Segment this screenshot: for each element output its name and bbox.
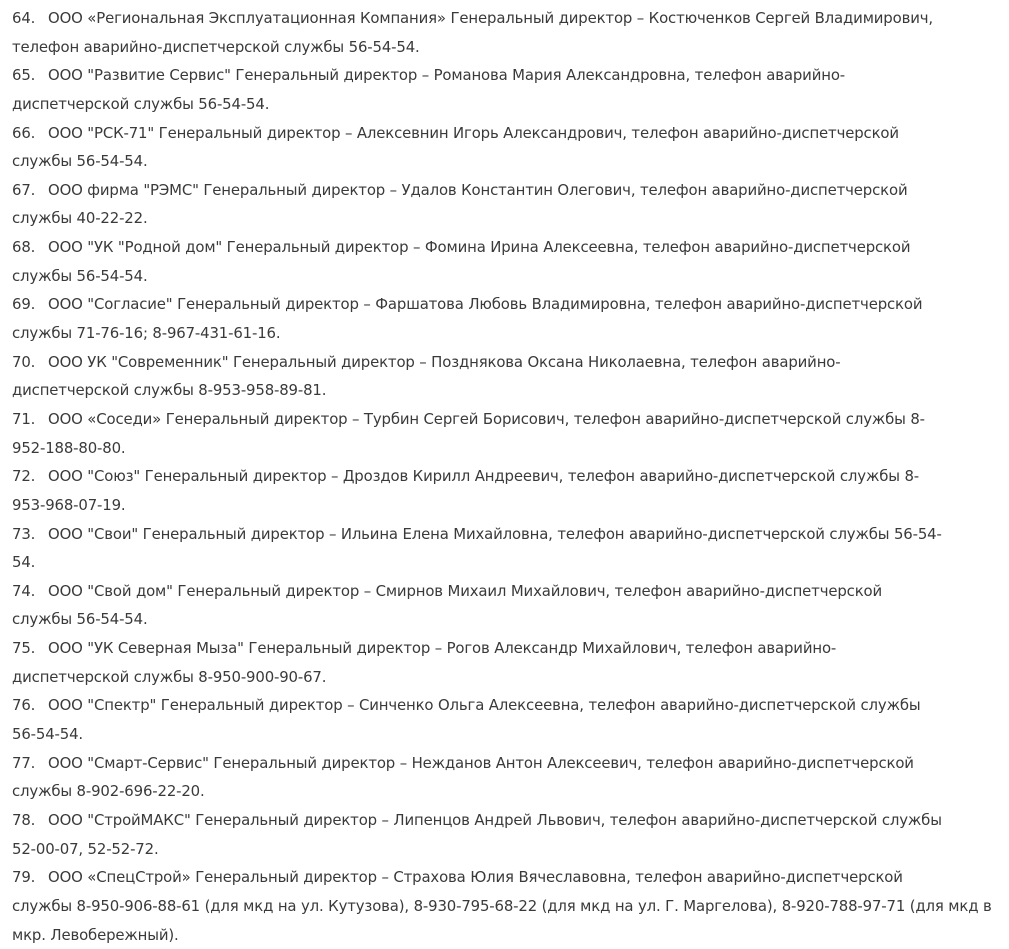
entry-number: 73. <box>12 524 36 543</box>
entry-continuation: диспетчерской службы 8-950-900-90-67. <box>12 667 327 686</box>
entry-line <box>12 290 998 319</box>
entry-text: ООО "Свой дом" Генеральный директор – Смирнов Михаил Михайлович, телефон аварийно-диспетчерской <box>48 581 883 600</box>
entry-continuation: службы 56-54-54. <box>12 152 148 171</box>
entry-text: ООО "Развитие Сервис" Генеральный директор – Романова Мария Александровна, телефон аварийно- <box>48 66 846 85</box>
entry-text: ООО "Смарт-Сервис" Генеральный директор – Нежданов Антон Алексеевич, телефон аварийно-диспетчерской <box>48 753 914 772</box>
entry-text: ООО "УК Северная Мыза" Генеральный директор – Рогов Александр Михайлович, телефон аварийно- <box>48 639 837 658</box>
list-item <box>12 863 998 949</box>
entry-continuation: службы 56-54-54. <box>12 266 148 285</box>
entry-number: 72. <box>12 467 36 486</box>
list-item <box>12 233 998 290</box>
entry-continuation: диспетчерской службы 8-953-958-89-81. <box>12 381 327 400</box>
entry-line <box>12 462 998 491</box>
entry-number: 75. <box>12 639 36 658</box>
list-item <box>12 348 998 405</box>
entry-text: ООО "Согласие" Генеральный директор – Фаршатова Любовь Владимировна, телефон аварийно-диспетчерской <box>48 295 923 314</box>
organization-list <box>12 4 998 949</box>
entry-line <box>12 405 998 434</box>
list-item <box>12 749 998 806</box>
entry-line <box>12 634 998 663</box>
entry-line <box>12 119 998 148</box>
entry-continuation: телефон аварийно-диспетчерской службы 56-54-54. <box>12 37 420 56</box>
list-item <box>12 119 998 176</box>
entry-continuation: службы 56-54-54. <box>12 610 148 629</box>
list-item <box>12 691 998 748</box>
entry-continuation: 952-188-80-80. <box>12 438 126 457</box>
entry-continuation: 56-54-54. <box>12 725 83 744</box>
entry-line <box>12 806 998 835</box>
entry-number: 66. <box>12 123 36 142</box>
entry-line <box>12 691 998 720</box>
list-item <box>12 520 998 577</box>
entry-number: 67. <box>12 180 36 199</box>
list-item <box>12 176 998 233</box>
entry-text: ООО "Свои" Генеральный директор – Ильина Елена Михайловна, телефон аварийно-диспетчерской службы 56-54- <box>48 524 942 543</box>
entry-continuation: 953-968-07-19. <box>12 495 126 514</box>
entry-number: 68. <box>12 238 36 257</box>
list-item <box>12 4 998 61</box>
entry-text: ООО «Соседи» Генеральный директор – Турбин Сергей Борисович, телефон аварийно-диспетчерской службы 8- <box>48 409 925 428</box>
entry-text: ООО УК "Современник" Генеральный директор – Позднякова Оксана Николаевна, телефон аварийно- <box>48 352 841 371</box>
entry-number: 71. <box>12 409 36 428</box>
entry-continuation: мкр. Левобережный). <box>12 925 179 944</box>
entry-line <box>12 176 998 205</box>
list-item <box>12 290 998 347</box>
entry-line <box>12 4 998 33</box>
entry-text: ООО "СтройМАКС" Генеральный директор – Липенцов Андрей Львович, телефон аварийно-диспетчерской службы <box>48 810 942 829</box>
entry-number: 65. <box>12 66 36 85</box>
entry-number: 78. <box>12 810 36 829</box>
entry-number: 64. <box>12 9 36 27</box>
entry-number: 74. <box>12 581 36 600</box>
list-item <box>12 577 998 634</box>
entry-continuation: диспетчерской службы 56-54-54. <box>12 94 270 113</box>
entry-number: 76. <box>12 696 36 715</box>
entry-number: 77. <box>12 753 36 772</box>
entry-line <box>12 520 998 549</box>
list-item <box>12 634 998 691</box>
list-item <box>12 405 998 462</box>
entry-line <box>12 233 998 262</box>
entry-continuation: 52-00-07, 52-52-72. <box>12 839 159 858</box>
list-item <box>12 806 998 863</box>
entry-text: ООО «Региональная Эксплуатационная Компания» Генеральный директор – Костюченков Сергей Владимирович, <box>48 9 933 27</box>
entry-number: 69. <box>12 295 36 314</box>
entry-continuation: службы 8-950-906-88-61 (для мкд на ул. Кутузова), 8-930-795-68-22 (для мкд на ул. Г. Маргелова), 8-920-788-97-71 (для мкд в <box>12 896 992 915</box>
entry-text: ООО фирма "РЭМС" Генеральный директор – Удалов Константин Олегович, телефон аварийно-диспетчерской <box>48 180 908 199</box>
entry-continuation: 54. <box>12 553 36 572</box>
entry-line <box>12 749 998 778</box>
entry-line <box>12 863 998 892</box>
entry-text: ООО "РСК-71" Генеральный директор – Алексевнин Игорь Александрович, телефон аварийно-диспетчерской <box>48 123 899 142</box>
entry-number: 70. <box>12 352 36 371</box>
entry-line <box>12 348 998 377</box>
entry-continuation: службы 40-22-22. <box>12 209 148 228</box>
entry-line <box>12 61 998 90</box>
entry-text: ООО "Союз" Генеральный директор – Дроздов Кирилл Андреевич, телефон аварийно-диспетчерской службы 8- <box>48 467 919 486</box>
entry-continuation: службы 8-902-696-22-20. <box>12 782 205 801</box>
entry-line <box>12 577 998 606</box>
entry-text: ООО "Спектр" Генеральный директор – Синченко Ольга Алексеевна, телефон аварийно-диспетчерской службы <box>48 696 921 715</box>
list-item <box>12 462 998 519</box>
list-item <box>12 61 998 118</box>
entry-text: ООО "УК "Родной дом" Генеральный директор – Фомина Ирина Алексеевна, телефон аварийно-диспетчерской <box>48 238 911 257</box>
entry-text: ООО «СпецСтрой» Генеральный директор – Страхова Юлия Вячеславовна, телефон аварийно-диспетчерской <box>48 868 903 887</box>
entry-continuation: службы 71-76-16; 8-967-431-61-16. <box>12 324 281 343</box>
entry-number: 79. <box>12 868 36 887</box>
